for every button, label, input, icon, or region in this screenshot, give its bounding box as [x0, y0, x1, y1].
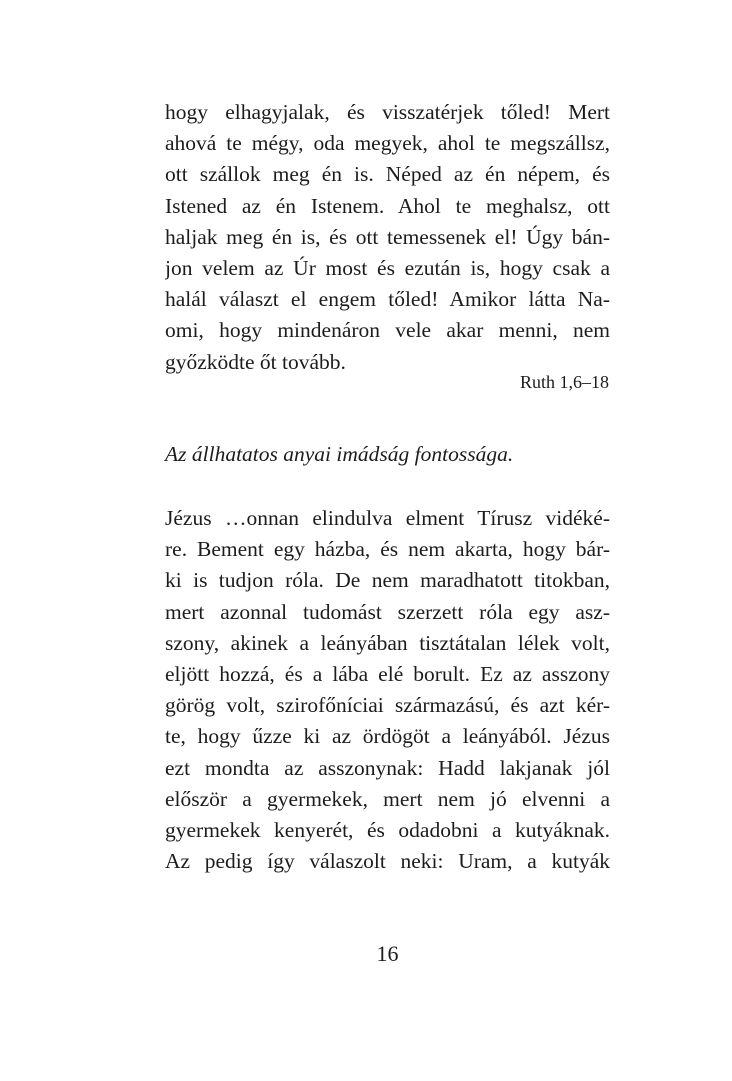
- text-line: szony, akinek a leányában tisztátalan lélek volt,: [165, 630, 610, 655]
- text-line: ezt mondta az asszonynak: Hadd lakjanak jól: [165, 755, 610, 780]
- text-line: Jézus …onnan elindulva elment Tírusz vidéké-: [165, 506, 610, 530]
- text-line: jon velem az Úr most és ezután is, hogy csak a: [165, 255, 610, 280]
- text-line: győzködte őt tovább.: [165, 349, 346, 374]
- passage-jesus: [165, 503, 610, 877]
- text-line: haljak meg én is, és ott temessenek el! Úgy bán-: [165, 224, 610, 249]
- text-line: eljött hozzá, és a lába elé borult. Ez az asszony: [165, 661, 610, 686]
- text-line: re. Bement egy házba, és nem akarta, hogy bár-: [165, 537, 610, 562]
- text-line: te, hogy űzze ki az ördögöt a leányából. Jézus: [165, 724, 610, 749]
- section-heading: Az állhatatos anyai imádság fontossága.: [165, 442, 514, 466]
- text-line: halál választ el engem tőled! Amikor látta Na-: [165, 287, 610, 312]
- text-line: Istened az én Istenem. Ahol te meghalsz, ott: [165, 193, 610, 218]
- text-line: mert azonnal tudomást szerzett róla egy asz-: [165, 599, 610, 624]
- text-line: görög volt, szirofőníciai származású, és azt kér-: [165, 693, 610, 718]
- text-line: omi, hogy mindenáron vele akar menni, nem: [165, 318, 610, 343]
- text-line: gyermekek kenyerét, és odadobni a kutyáknak.: [165, 817, 610, 842]
- text-line: hogy elhagyjalak, és visszatérjek tőled! Mert: [165, 100, 610, 124]
- page-number: 16: [376, 941, 399, 966]
- text-line: Az pedig így válaszolt neki: Uram, a kutyák: [165, 849, 610, 874]
- scripture-reference: Ruth 1,6–18: [519, 372, 609, 392]
- text-line: ki is tudjon róla. De nem maradhatott titokban,: [165, 568, 610, 593]
- passage-ruth: [165, 97, 610, 378]
- text-line: ott szállok meg én is. Néped az én népem, és: [165, 162, 610, 187]
- text-line: ahová te mégy, oda megyek, ahol te megszállsz,: [165, 131, 610, 156]
- text-line: először a gyermekek, mert nem jó elvenni a: [165, 786, 610, 811]
